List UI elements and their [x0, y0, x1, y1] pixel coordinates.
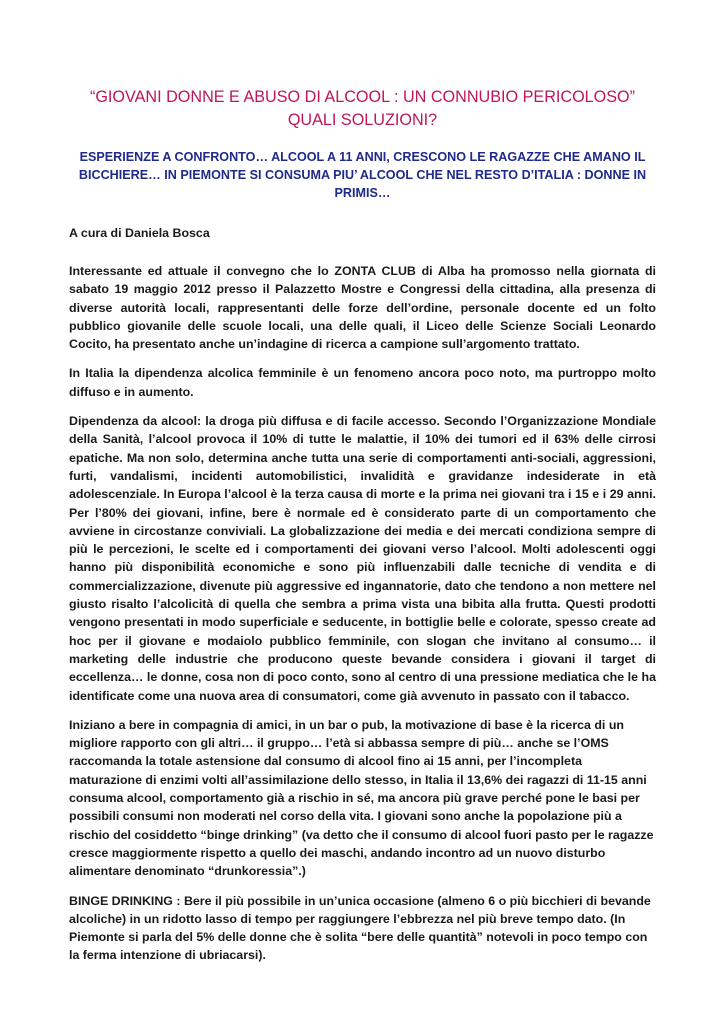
paragraph-convegno: Interessante ed attuale il convegno che lo ZONTA CLUB di Alba ha promosso nella giornata di sabato 19 maggio 2012 presso il Palazzetto Mostre e Congressi della cittadina, alla presenza di diverse autorità locali, rappresentanti delle forze dell’ordine, personale docente ed un folto pubblico giovanile delle scuole locali, una delle quali, il Liceo delle Scienze Sociali Leonardo Cocito, ha presentato anche un’indagine di ricerca a campione sull’argomento trattato.	[69, 264, 656, 352]
paragraph-iniziano-a-bere: Iniziano a bere in compagnia di amici, in un bar o pub, la motivazione di base è la ricerca di un migliore rapporto con gli altri… il gruppo… l’età si abbassa sempre di più… anche se l’OMS raccomanda la totale astensione dal consumo di alcool fino ai 15 anni, per l’incompleta maturazione di enzimi volti all’assimilazione dello stesso, in Italia il 13,6% dei ragazzi di 11-15 anni consuma alcool, comportamento già a rischio in sé, ma ancora più grave perché pone le basi per possibili consumi non moderati nel corso della vita. I giovani sono anche la popolazione più a rischio del cosiddetto “binge drinking” (va detto che il consumo di alcool fuori pasto per le ragazze cresce maggiormente rispetto a quello dei maschi, andando incontro ad un nuovo disturbo alimentare denominato “drunkoressia”.)	[69, 717, 654, 879]
document-title: “GIOVANI DONNE E ABUSO DI ALCOOL : UN CONNUBIO PERICOLOSO” QUALI SOLUZIONI?	[89, 88, 636, 129]
author-line: A cura di Daniela Bosca	[69, 226, 210, 240]
paragraph-dipendenza-femminile: In Italia la dipendenza alcolica femminile è un fenomeno ancora poco noto, ma purtroppo molto diffuso e in aumento.	[69, 366, 656, 399]
document-subtitle: ESPERIENZE A CONFRONTO… ALCOOL A 11 ANNI, CRESCONO LE RAGAZZE CHE AMANO IL BICCHIERE… IN PIEMONTE SI CONSUMA PIU’ ALCOOL CHE NEL RESTO D’ITALIA : DONNE IN PRIMIS…	[78, 150, 647, 200]
paragraph-dipendenza-alcool: Dipendenza da alcool: la droga più diffusa e di facile accesso. Secondo l’Organizzazione Mondiale della Sanità, l’alcool provoca il 10% di tutte le malattie, il 10% dei tumori ed il 63% delle cirrosi epatiche. Ma non solo, determina anche tutta una serie di comportamenti anti-sociali, aggressioni, furti, vandalismi, incidenti automobilistici, invalidità e gravidanze indesiderate in età adolescenziale. In Europa l’alcool è la terza causa di morte e la prima nei giovani tra i 15 e i 29 anni. Per l’80% dei giovani, infine, bere è normale ed è considerato parte di un comportamento che avviene in circostanze conviviali. La globalizzazione dei media e dei mercati condiziona sempre di più le percezioni, le scelte ed i comportamenti dei giovani verso l’alcool. Molti adolescenti oggi hanno più disponibilità economiche e sono più influenzabili dalle tecniche di vendita e di commercializzazione, divenute più aggressive ed ingannatorie, dato che tendono a non mettere nel giusto risalto l’alcolicità di quella che sembra a prima vista una bibita alla frutta. Questi prodotti vengono presentati in modo superficiale e seducente, in bottiglie belle e colorate, spesso create ad hoc per il giovane e modaiolo pubblico femminile, con slogan che invitano al consumo… il marketing delle industrie che producono queste bevande considera i giovani il target di eccellenza… le donne, cosa non di poco conto, sono al centro di una pressione mediatica che le ha identificate come una nuova area di consumatori, come già avvenuto in passato con il tabacco.	[69, 414, 656, 703]
paragraph-binge-drinking: BINGE DRINKING : Bere il più possibile in un’unica occasione (almeno 6 o più bicchieri di bevande alcoliche) in un ridotto lasso di tempo per raggiungere l’ebbrezza nel più breve tempo dato. (In Piemonte si parla del 5% delle donne che è solita “bere delle quantità” notevoli in poco tempo con la ferma intenzione di ubriacarsi).	[69, 893, 651, 963]
